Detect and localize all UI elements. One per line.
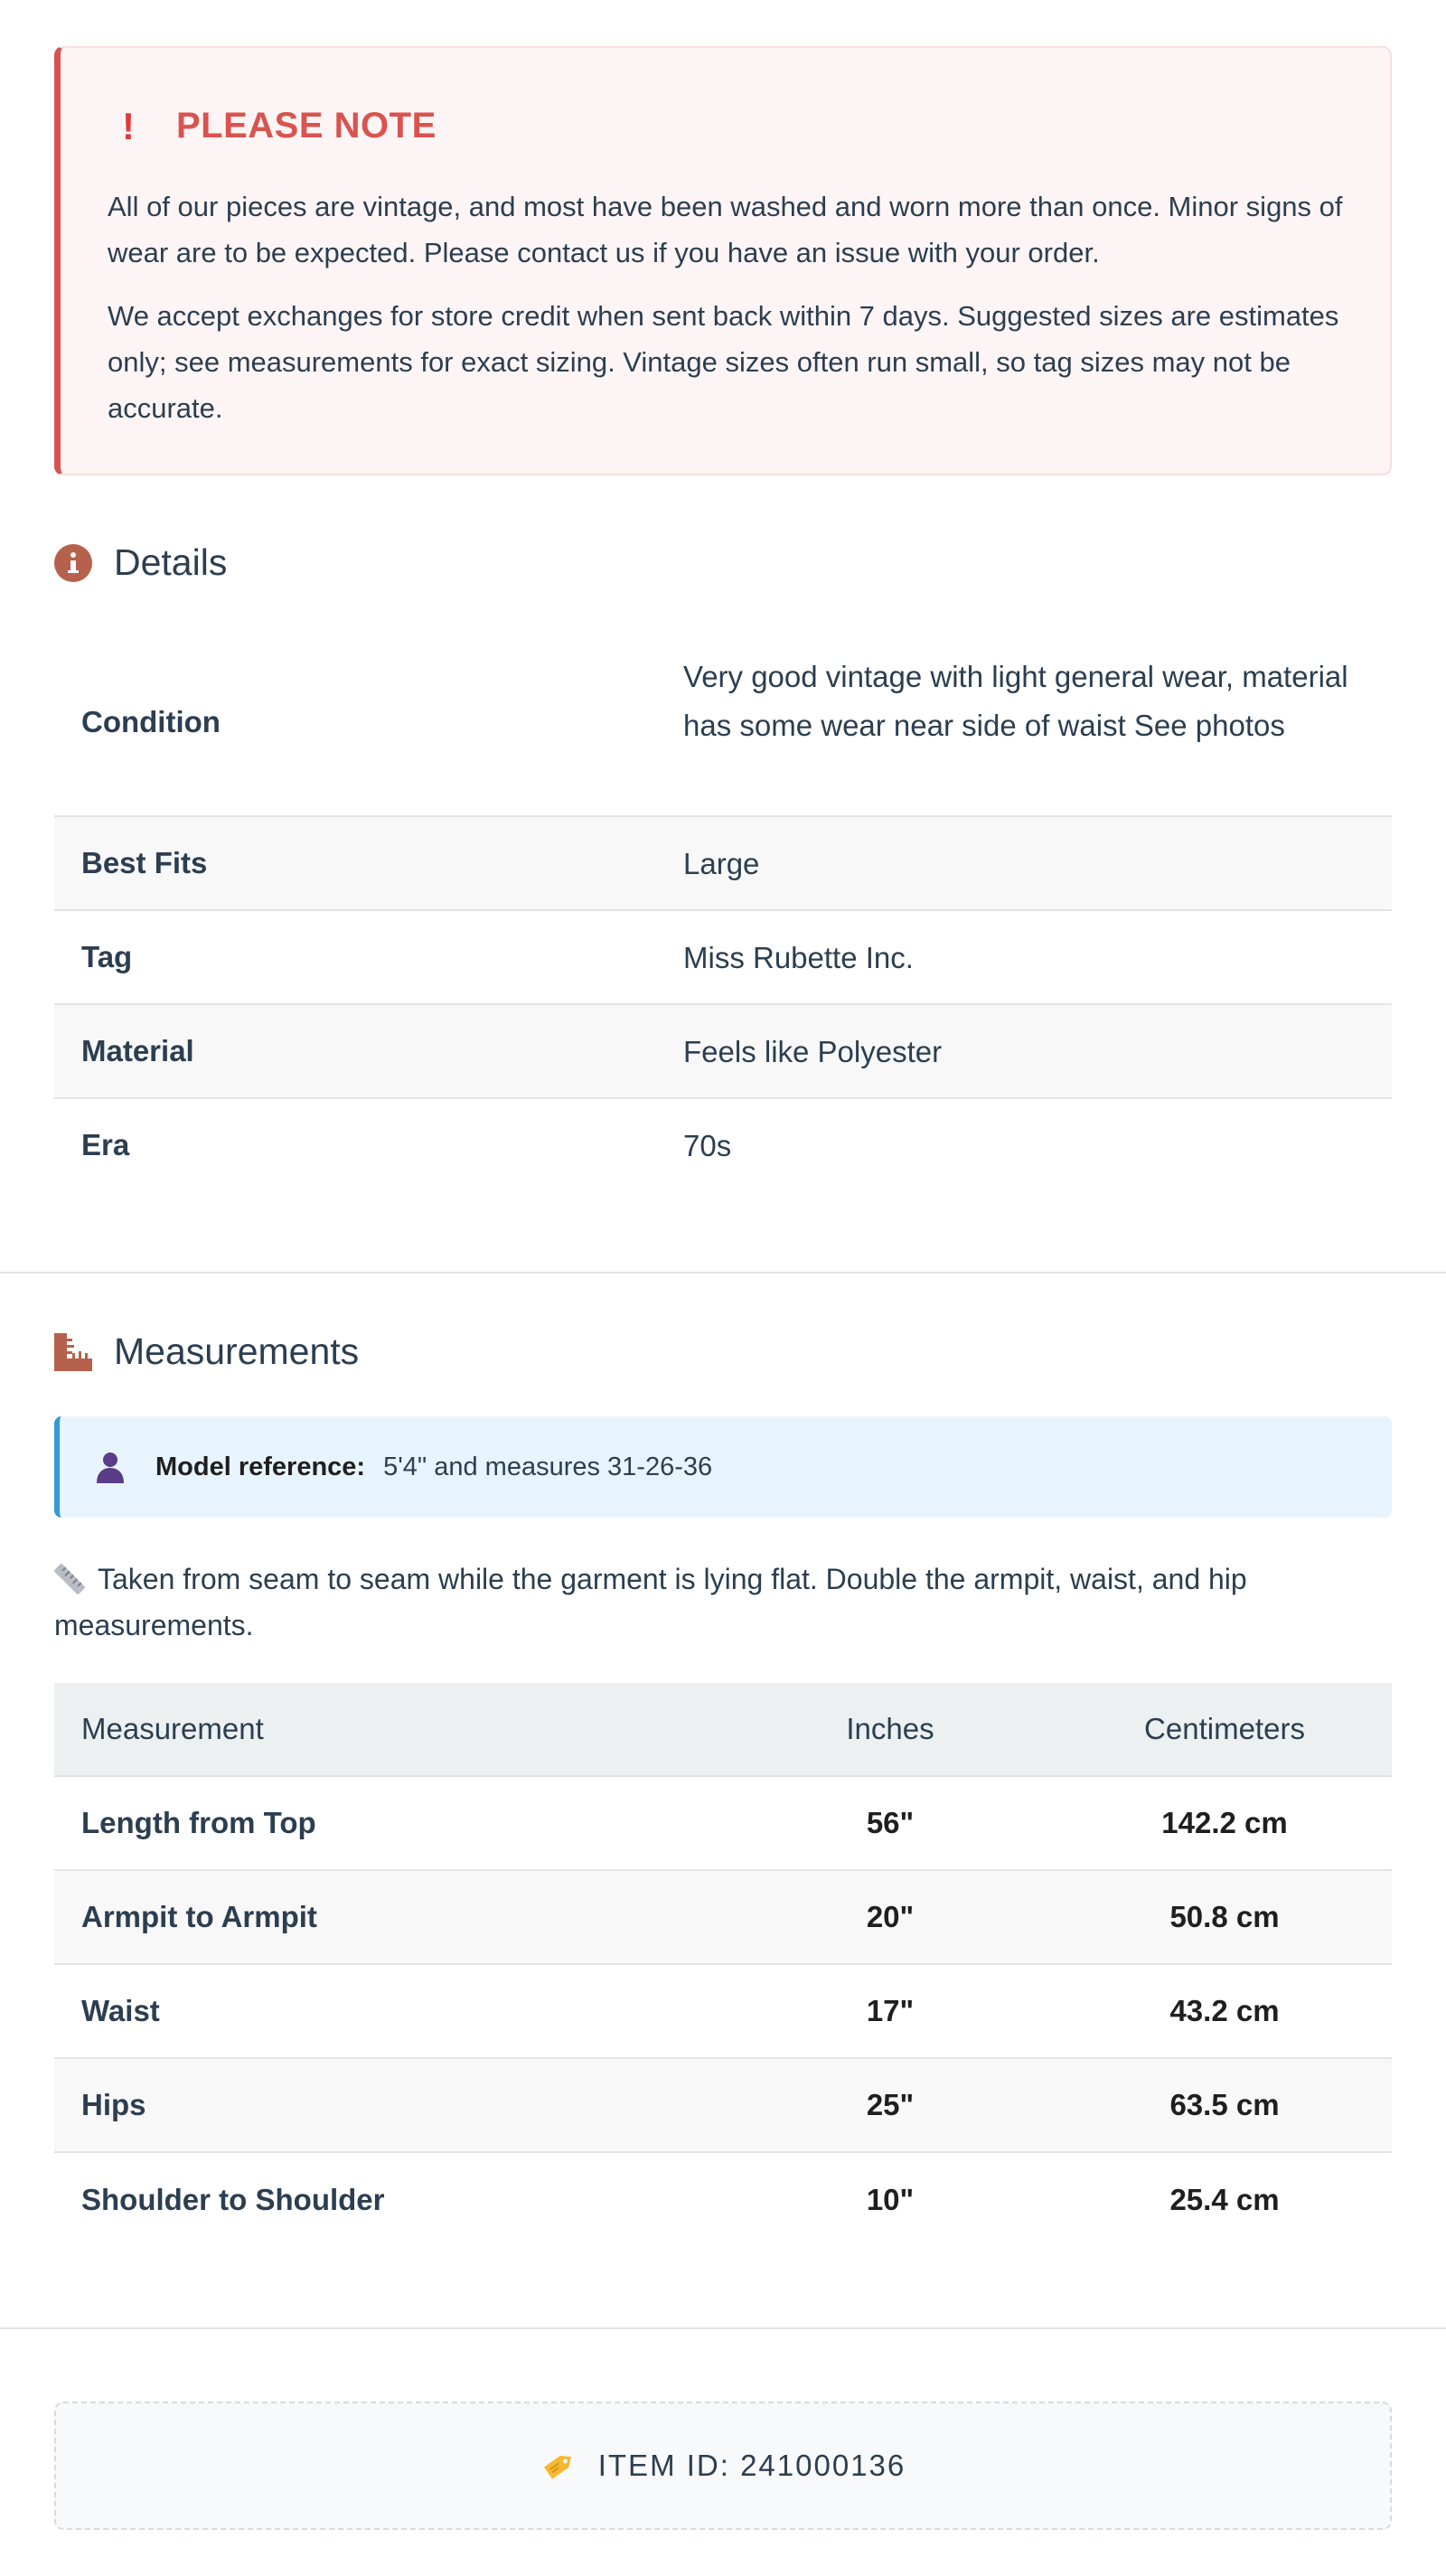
info-circle-icon — [54, 544, 92, 582]
measurement-name: Waist — [81, 1994, 160, 2027]
measurement-inches: 17" — [866, 1994, 915, 2027]
ruler-icon — [54, 1333, 92, 1371]
measurement-name: Armpit to Armpit — [81, 1900, 317, 1933]
table-row — [54, 1005, 1392, 1099]
column-header: Measurement — [81, 1712, 264, 1745]
notice-paragraph: We accept exchanges for store credit when sent back within 7 days. Suggested sizes are estimates only; see measurements for exact sizing. Vintage sizes often run small, so tag sizes may not be accurate. — [108, 300, 1339, 424]
detail-label: Best Fits — [81, 846, 208, 879]
detail-label: Tag — [81, 940, 133, 973]
measurement-inches: 20" — [866, 1900, 915, 1933]
notice-title: PLEASE NOTE — [176, 106, 437, 146]
model-reference-value: 5'4" and measures 31-26-36 — [383, 1452, 713, 1481]
detail-label: Condition — [81, 705, 221, 738]
table-row — [54, 629, 1392, 817]
table-row — [54, 817, 1392, 911]
price-tag-icon — [540, 2448, 577, 2484]
notice-header — [122, 106, 437, 146]
column-header: Centimeters — [1144, 1712, 1305, 1745]
detail-label: Era — [81, 1128, 130, 1161]
measurements-table — [54, 1683, 1392, 2247]
table-row — [54, 911, 1392, 1005]
measurement-name: Shoulder to Shoulder — [81, 2183, 385, 2216]
measurement-inches: 56" — [866, 1806, 915, 1839]
details-header — [54, 541, 227, 584]
details-table — [54, 629, 1392, 1193]
table-row — [54, 1777, 1392, 1871]
detail-value: Feels like Polyester — [683, 1035, 943, 1068]
item-id-box — [54, 2402, 1392, 2530]
notice-paragraph: All of our pieces are vintage, and most have been washed and worn more than once. Minor signs of wear are to be expected. Please contact us if you have an issue with your order. — [108, 191, 1343, 268]
details-title: Details — [114, 541, 228, 583]
table-row — [54, 2153, 1392, 2247]
measurement-cm: 43.2 cm — [1169, 1994, 1280, 2027]
measurement-cm: 142.2 cm — [1161, 1806, 1288, 1839]
ruler-icon — [54, 1564, 85, 1594]
table-row — [54, 2059, 1392, 2153]
detail-label: Material — [81, 1034, 194, 1067]
measurement-cm: 25.4 cm — [1169, 2183, 1280, 2216]
detail-value: 70s — [683, 1129, 732, 1162]
measurement-name: Hips — [81, 2088, 146, 2121]
notice-box — [54, 46, 1392, 475]
measurement-name: Length from Top — [81, 1806, 316, 1839]
measurement-note — [54, 1556, 1356, 1649]
section-divider — [0, 1272, 1446, 1274]
measurement-cm: 50.8 cm — [1169, 1900, 1280, 1933]
measurements-header — [54, 1330, 359, 1373]
table-row — [54, 1871, 1392, 1965]
measurement-inches: 25" — [866, 2088, 915, 2121]
exclamation-icon: ! — [122, 104, 135, 147]
table-header-row — [54, 1683, 1392, 1777]
model-reference-label: Model reference: — [155, 1452, 366, 1481]
detail-value: Miss Rubette Inc. — [683, 941, 914, 974]
detail-value: Large — [683, 847, 760, 880]
measurement-note-text: Taken from seam to seam while the garment is lying flat. Double the armpit, waist, and hip measurements. — [54, 1563, 1247, 1641]
detail-value: Very good vintage with light general wear, material has some wear near side of waist See photos — [683, 660, 1348, 742]
column-header: Inches — [846, 1712, 934, 1745]
table-row — [54, 1965, 1392, 2059]
item-id-text: ITEM ID: 241000136 — [597, 2449, 906, 2482]
person-icon — [94, 1451, 127, 1483]
model-reference-box — [54, 1416, 1392, 1518]
table-row — [54, 1099, 1392, 1193]
measurement-inches: 10" — [866, 2183, 915, 2216]
section-divider — [0, 2327, 1446, 2329]
measurement-cm: 63.5 cm — [1169, 2088, 1280, 2121]
measurements-title: Measurements — [114, 1330, 360, 1372]
